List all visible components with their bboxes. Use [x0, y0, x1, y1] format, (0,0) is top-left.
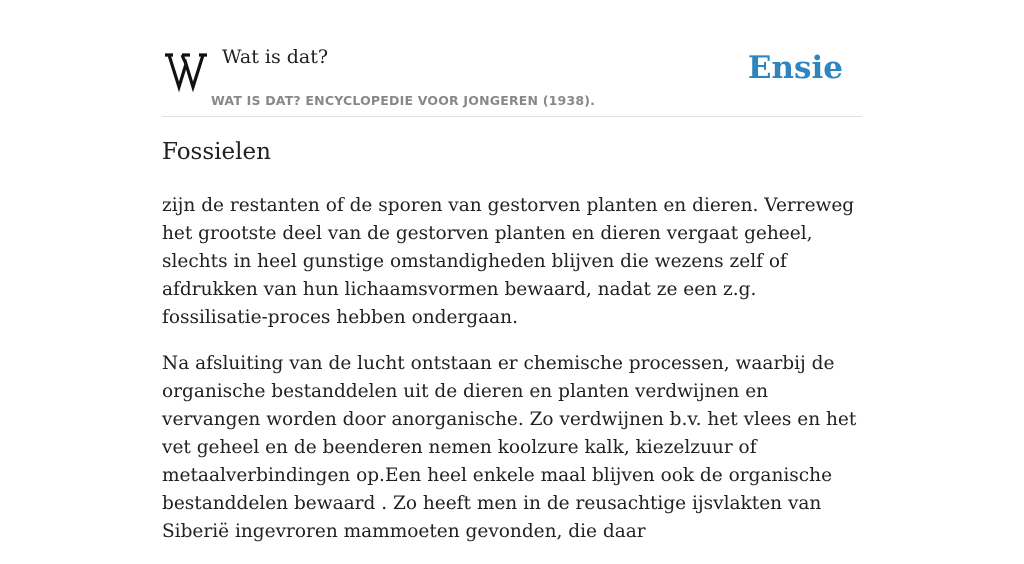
page [162, 0, 862, 542]
article-body [162, 192, 862, 564]
article-title: Fossielen [162, 139, 271, 165]
site-subtitle: WAT IS DAT? ENCYCLOPEDIE VOOR JONGEREN (1938). [211, 93, 596, 108]
article-paragraph: Na afsluiting van de lucht ontstaan er chemische processen, waarbij de organische bestanddelen uit de dieren en planten verdwijnen en vervangen worden door anorganische. Zo verdwijnen b.v. het vlees en het vet geheel en de beenderen nemen koolzure kalk, kiezelzuur of metaalverbindingen op.Een heel enkele maal blijven ook de organische bestanddelen bewaard . Zo heeft men in de reusachtige ijsvlakten van Siberië ingevroren mammoeten gevonden, die daar [162, 353, 857, 542]
article-paragraph: zijn de restanten of de sporen van gestorven planten en dieren. Verreweg het grootste deel van de gestorven planten en dieren vergaat geheel, slechts in heel gunstige omstandigheden blijven die wezens zelf of afdrukken van hun lichaamsvormen bewaard, nadat ze een z.g. fossilisatie-proces hebben ondergaan. [162, 195, 855, 328]
wikipedia-w-icon[interactable] [164, 52, 208, 90]
site-title[interactable]: Wat is dat? [222, 46, 329, 68]
header [162, 0, 862, 117]
brand-logo-link[interactable]: Ensie [747, 50, 843, 86]
